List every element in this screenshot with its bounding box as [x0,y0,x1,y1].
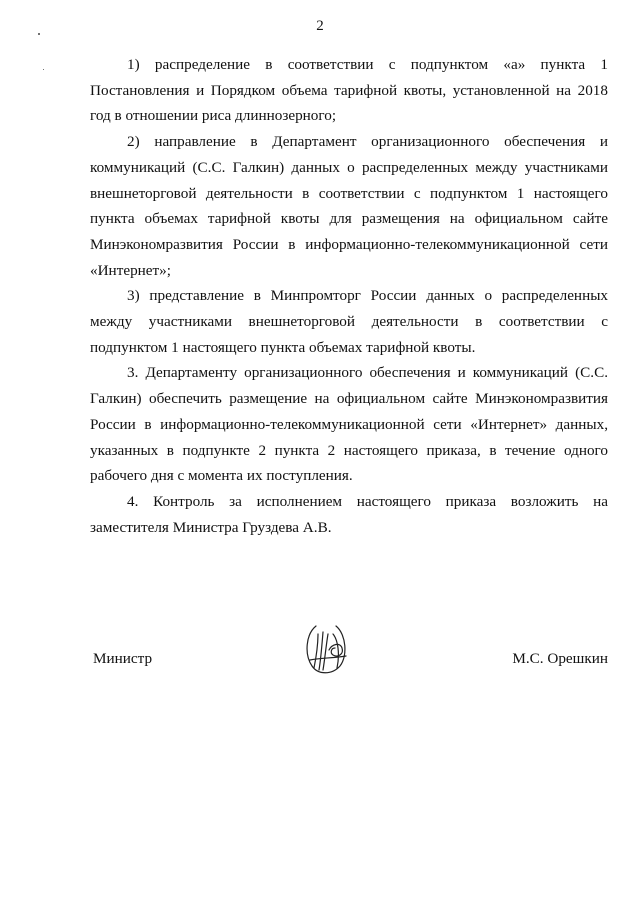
paragraph-4: 3. Департаменту организационного обеспечения и коммуникаций (С.С. Галкин) обеспечить размещение на официальном сайте Минэкономразвития России в информационно-телекоммуникационной сети «Интернет» данных, указанных в подпункте 2 пункта 2 настоящего приказа, в течение одного рабочего дня с момента их поступления. [90,364,608,485]
handwritten-signature [302,620,352,680]
signatory-name: М.С. Орешкин [512,650,608,667]
scan-speck [43,69,44,70]
signature-block [90,620,608,700]
paragraph-5: 4. Контроль за исполнением настоящего приказа возложить на заместителя Министра Груздева А.В. [90,492,608,536]
paragraph-3: 3) представление в Минпромторг России данных о распределенных между участниками внешнеторговой деятельности в соответствии с подпунктом 1 настоящего пункта объемах тарифной квоты. [90,287,608,356]
paragraph-2: 2) направление в Департамент организационного обеспечения и коммуникаций (С.С. Галкин) данных о распределенных между участниками внешнеторговой деятельности в соответствии с подпунктом 1 настоящего пункта объемах тарифной квоты для размещения на официальном сайте Минэкономразвития России в информационно-телекоммуникационной сети «Интернет»; [90,133,608,279]
paragraph-1: 1) распределение в соответствии с подпунктом «а» пункта 1 Постановления и Порядком объема тарифной квоты, установленной на 2018 год в отношении риса длиннозерного; [90,56,608,125]
signatory-title: Министр [93,650,153,667]
page-number: 2 [316,18,324,34]
document-body [90,52,608,540]
